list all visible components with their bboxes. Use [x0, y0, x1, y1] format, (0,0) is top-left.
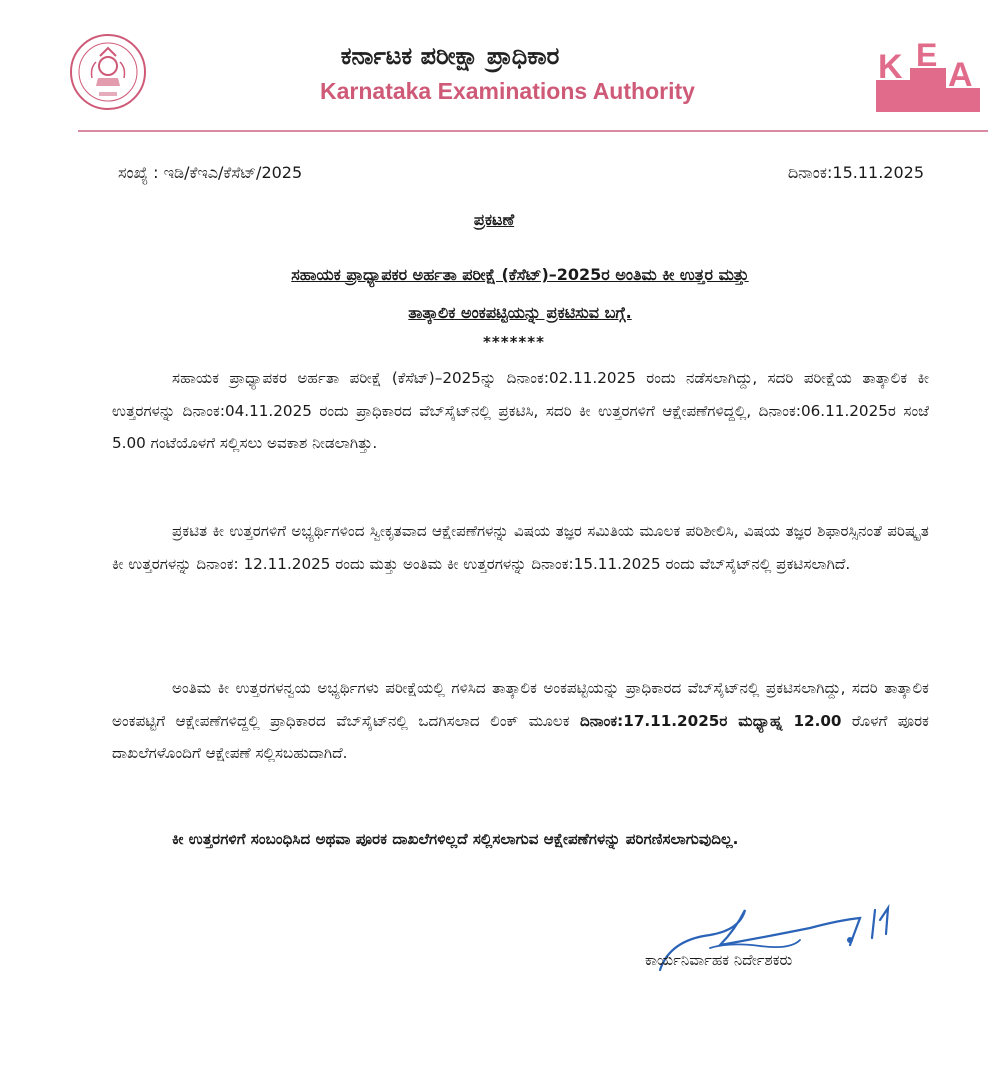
signatory-title: ಕಾರ್ಯನಿರ್ವಾಹಕ ನಿರ್ದೇಶಕರು: [645, 951, 793, 969]
paragraph-3-text-b: ರೊಳಗೆ ಪೂರಕ ದಾಖಲೆಗಳೊಂದಿಗೆ ಆಕ್ಷೇಪಣೆ ಸಲ್ಲಿಸಬಹುದಾಗಿದೆ.: [112, 711, 929, 762]
reference-number: ಸಂಖ್ಯೆ : ಇಡಿ/ಕೆಇಎ/ಕೆಸೆಟ್/2025: [118, 163, 303, 182]
notice-heading: ಪ್ರಕಟಣೆ: [473, 210, 515, 229]
letterhead: [0, 0, 988, 135]
kea-logo: [874, 40, 982, 114]
subject-line-2: ತಾತ್ಕಾಲಿಕ ಅಂಕಪಟ್ಟಿಯನ್ನು ಪ್ರಕಟಿಸುವ ಬಗ್ಗೆ.: [408, 303, 632, 322]
paragraph-1: ಸಹಾಯಕ ಪ್ರಾಧ್ಯಾಪಕರ ಅರ್ಹತಾ ಪರೀಕ್ಷೆ (ಕೆಸೆಟ್)–2025ನ್ನು ದಿನಾಂಕ:02.11.2025 ರಂದು ನಡೆಸಲಾಗಿದ್ದು, ಸದರಿ ಪರೀಕ್ಷೆಯ ತಾತ್ಕಾಲಿಕ ಕೀ ಉತ್ತರಗಳನ್ನು ದಿನಾಂಕ:04.11.2025 ರಂದು ಪ್ರಾಧಿಕಾರದ ವೆಬ್‌ಸೈಟ್‌ನಲ್ಲಿ ಪ್ರಕಟಿಸಿ, ಸದರಿ ಕೀ ಉತ್ತರಗಳಿಗೆ ಆಕ್ಷೇಪಣೆಗಳಿದ್ದಲ್ಲಿ, ದಿನಾಂಕ:06.11.2025ರ ಸಂಜೆ 5.00 ಗಂಟೆಯೊಳಗೆ ಸಲ್ಲಿಸಲು ಅವಕಾಶ ನೀಡಲಾಗಿತ್ತು.: [112, 369, 929, 452]
paragraph-3: [112, 672, 929, 770]
notice-subject: [170, 256, 870, 332]
svg-text:A: A: [948, 56, 973, 94]
authority-name-kannada: ಕರ್ನಾಟಕ ಪರೀಕ್ಷಾ ಪ್ರಾಧಿಕಾರ: [340, 42, 560, 70]
paragraph-2: ಪ್ರಕಟಿತ ಕೀ ಉತ್ತರಗಳಿಗೆ ಅಭ್ಯರ್ಥಿಗಳಿಂದ ಸ್ವೀಕೃತವಾದ ಆಕ್ಷೇಪಣೆಗಳನ್ನು ವಿಷಯ ತಜ್ಞರ ಸಮಿತಿಯ ಮೂಲಕ ಪರಿಶೀಲಿಸಿ, ವಿಷಯ ತಜ್ಞರ ಶಿಫಾರಸ್ಸಿನಂತೆ ಪರಿಷ್ಕೃತ ಕೀ ಉತ್ತರಗಳನ್ನು ದಿನಾಂಕ: 12.11.2025 ರಂದು ಮತ್ತು ಅಂತಿಮ ಕೀ ಉತ್ತರಗಳನ್ನು ದಿನಾಂಕ:15.11.2025 ರಂದು ವೆಬ್‌ಸೈಟ್‌ನಲ್ಲಿ ಪ್ರಕಟಿಸಲಾಗಿದೆ.: [112, 522, 929, 573]
authority-name-english: Karnataka Examinations Authority: [320, 78, 695, 104]
svg-text:K: K: [878, 48, 903, 86]
objection-deadline: ದಿನಾಂಕ:17.11.2025ರ ಮಧ್ಯಾಹ್ನ 12.00: [580, 711, 842, 730]
svg-text:E: E: [916, 40, 938, 73]
paragraph-4: ಕೀ ಉತ್ತರಗಳಿಗೆ ಸಂಬಂಧಿಸಿದ ಅಥವಾ ಪೂರಕ ದಾಖಲೆಗಳಿಲ್ಲದೆ ಸಲ್ಲಿಸಲಾಗುವ ಆಕ್ಷೇಪಣೆಗಳನ್ನು ಪರಿಗಣಿಸಲಾಗುವುದಿಲ್ಲ.: [172, 830, 739, 848]
subject-line-1: ಸಹಾಯಕ ಪ್ರಾಧ್ಯಾಪಕರ ಅರ್ಹತಾ ಪರೀಕ್ಷೆ (ಕೆಸೆಟ್)–2025ರ ಅಂತಿಮ ಕೀ ಉತ್ತರ ಮತ್ತು: [291, 265, 749, 284]
separator: *******: [483, 333, 545, 351]
paragraph-3-text-a: ಅಂತಿಮ ಕೀ ಉತ್ತರಗಳನ್ವಯ ಅಭ್ಯರ್ಥಿಗಳು ಪರೀಕ್ಷೆಯಲ್ಲಿ ಗಳಿಸಿದ ತಾತ್ಕಾಲಿಕ ಅಂಕಪಟ್ಟಿಯನ್ನು ಪ್ರಾಧಿಕಾರದ ವೆಬ್‌ಸೈಟ್‌ನಲ್ಲಿ ಪ್ರಕಟಿಸಲಾಗಿದ್ದು, ಸದರಿ ತಾತ್ಕಾಲಿಕ ಅಂಕಪಟ್ಟಿಗೆ ಆಕ್ಷೇಪಣೆಗಳಿದ್ದಲ್ಲಿ ಪ್ರಾಧಿಕಾರದ ವೆಬ್‌ಸೈಟ್‌ನಲ್ಲಿ ಒದಗಿಸಲಾದ ಲಿಂಕ್ ಮೂಲಕ: [112, 679, 929, 730]
notice-date: ದಿನಾಂಕ:15.11.2025: [787, 163, 924, 182]
header-divider: [78, 130, 988, 132]
state-emblem-icon: [68, 32, 148, 112]
